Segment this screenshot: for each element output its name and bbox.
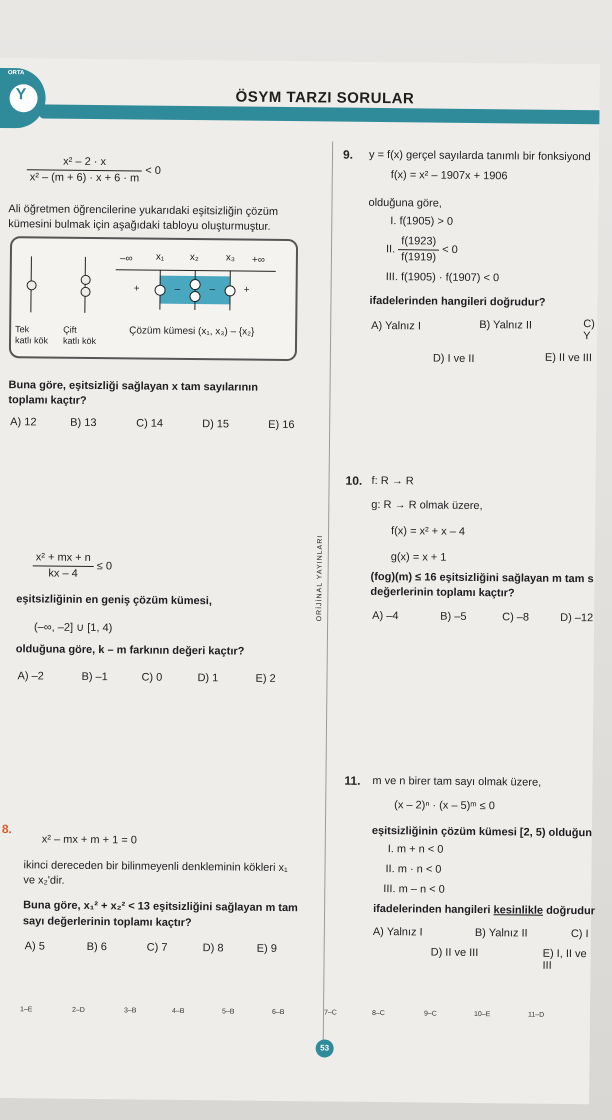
q9-ask: ifadelerinden hangileri doğrudur? bbox=[369, 294, 546, 309]
q7-opt-a[interactable]: A) –2 bbox=[17, 670, 44, 683]
col-neg-inf: –∞ bbox=[119, 253, 133, 265]
q10-l2: g: R → R olmak üzere, bbox=[371, 498, 483, 513]
answer-key-item: 6–B bbox=[271, 1008, 285, 1017]
q11-s3: III. m – n < 0 bbox=[383, 883, 445, 896]
q10-opt-b[interactable]: B) –5 bbox=[440, 610, 467, 623]
q8-opt-d[interactable]: D) 8 bbox=[202, 942, 224, 955]
q8-text-1: ikinci dereceden bir bilinmeyenli denkleminin kökleri x₁ bbox=[23, 859, 288, 875]
q10-opt-a[interactable]: A) –4 bbox=[372, 609, 399, 623]
q9-text-1: y = f(x) gerçel sayılarda tanımlı bir fonksiyond bbox=[368, 148, 591, 164]
q7-text-2: olduğuna göre, k – m farkının değeri kaçtır? bbox=[15, 643, 245, 658]
q10-opt-c[interactable]: C) –8 bbox=[502, 611, 530, 624]
answer-key-item: 3–B bbox=[123, 1007, 137, 1015]
x3-circle bbox=[225, 285, 236, 296]
col-pos-inf: +∞ bbox=[251, 254, 265, 266]
q6-opt-a[interactable]: A) 12 bbox=[10, 416, 37, 429]
q10-l6: değerlerinin toplamı kaçtır? bbox=[370, 585, 515, 600]
q7-rel: ≤ 0 bbox=[96, 560, 113, 573]
q9-opt-e[interactable]: E) II ve III bbox=[544, 351, 593, 365]
q11-opt-a[interactable]: A) Yalnız I bbox=[372, 925, 423, 939]
x1-circle bbox=[155, 285, 166, 296]
q9-func: f(x) = x² – 1907x + 1906 bbox=[390, 169, 508, 183]
q6-text-1: Buna göre, eşitsizliği sağlayan x tam sayılarının bbox=[8, 379, 259, 394]
q6-opt-e[interactable]: E) 16 bbox=[268, 418, 295, 432]
q10-l4: g(x) = x + 1 bbox=[390, 551, 447, 564]
q11-l2: (x – 2)ⁿ · (x – 5)ᵐ ≤ 0 bbox=[394, 799, 495, 813]
page-number-badge bbox=[316, 1039, 334, 1057]
q11-l1: m ve n birer tam sayı olmak üzere, bbox=[372, 774, 542, 789]
spine-text: ORİJİNAL YAYINLARI bbox=[316, 534, 325, 622]
q9-text-2: olduğuna göre, bbox=[368, 196, 442, 210]
intro-rel: < 0 bbox=[145, 164, 161, 177]
sign-3: – bbox=[209, 284, 216, 296]
q7-text-1: eşitsizliğinin en geniş çözüm kümesi, bbox=[16, 593, 212, 608]
q11-ask-key: kesinlikle bbox=[493, 904, 544, 917]
q6-opt-d[interactable]: D) 15 bbox=[202, 418, 230, 431]
q10-number: 10. bbox=[345, 473, 363, 488]
q8-opt-c[interactable]: C) 7 bbox=[146, 941, 168, 954]
q6-text-2: toplamı kaçtır? bbox=[8, 394, 87, 407]
q9-s2 bbox=[386, 234, 458, 265]
q8-opt-b[interactable]: B) 6 bbox=[86, 940, 107, 954]
single-root-legend bbox=[25, 256, 38, 312]
q10-l5: (fog)(m) ≤ 16 eşitsizliğini sağlayan m tam s bbox=[370, 570, 594, 586]
intro-frac-num: x² – 2 · x bbox=[27, 154, 143, 171]
answer-key-item: 10–E bbox=[473, 1011, 491, 1019]
answer-key-item: 1–E bbox=[19, 1006, 33, 1014]
q7-opt-c[interactable]: C) 0 bbox=[141, 671, 163, 684]
answer-key-item: 5–B bbox=[221, 1008, 235, 1016]
sign-2: – bbox=[174, 283, 181, 295]
col-x3: x₃ bbox=[225, 252, 236, 264]
publisher-logo bbox=[0, 68, 56, 139]
answer-key-item: 9–C bbox=[423, 1010, 437, 1018]
q8-text-4: sayı değerlerinin toplamı kaçtır? bbox=[22, 915, 192, 930]
q10-opt-d[interactable]: D) –12 bbox=[560, 611, 594, 625]
col-x2: x₂ bbox=[189, 252, 199, 264]
q11-s2: II. m · n < 0 bbox=[385, 863, 442, 876]
column-divider bbox=[323, 141, 334, 1051]
q11-ask-post: doğrudur bbox=[543, 904, 596, 918]
legend-single-label: Tek katlı kök bbox=[14, 324, 49, 346]
x2-circle-a bbox=[190, 279, 201, 290]
q7-opt-b[interactable]: B) –1 bbox=[81, 670, 108, 684]
q11-l3: eşitsizliğinin çözüm kümesi [2, 5) olduğun bbox=[371, 824, 593, 840]
q6-opt-c[interactable]: C) 14 bbox=[136, 417, 164, 430]
q11-opt-e[interactable]: E) I, II ve III bbox=[542, 947, 587, 972]
q10-l3: f(x) = x² + x – 4 bbox=[391, 525, 466, 538]
logo-text: ORTA bbox=[7, 70, 25, 77]
header-band bbox=[39, 104, 599, 124]
answer-key-item: 8–C bbox=[371, 1009, 385, 1018]
q9-opt-a[interactable]: A) Yalnız I bbox=[371, 319, 422, 333]
logo-y-icon: Y bbox=[15, 86, 27, 104]
q11-ask bbox=[373, 902, 595, 919]
q9-s2-den: f(1919) bbox=[401, 251, 437, 264]
q9-s2-label: II. bbox=[385, 243, 396, 256]
legend-double-label: Çift katlı kök bbox=[62, 324, 97, 346]
q9-opt-b[interactable]: B) Yalnız II bbox=[479, 319, 533, 332]
q11-number: 11. bbox=[344, 773, 361, 788]
q8-opt-e[interactable]: E) 9 bbox=[256, 942, 277, 955]
q9-s1: I. f(1905) > 0 bbox=[390, 215, 454, 228]
q7-frac-num: x² + mx + n bbox=[33, 550, 94, 566]
q8-text-3: Buna göre, x₁² + x₂² < 13 eşitsizliğini sağlayan m tam bbox=[23, 899, 298, 915]
q9-opt-c[interactable]: C) Y bbox=[583, 318, 595, 343]
q9-number: 9. bbox=[342, 147, 354, 162]
answer-key-item: 11–D bbox=[527, 1011, 545, 1019]
page-number: 53 bbox=[320, 1043, 330, 1053]
page-title: ÖSYM TARZI SORULAR bbox=[235, 88, 415, 108]
sign-1: + bbox=[133, 283, 140, 295]
q9-opt-d[interactable]: D) I ve II bbox=[432, 352, 475, 365]
intro-frac-den: x² – (m + 6) · x + 6 · m bbox=[29, 171, 140, 185]
workbook-page bbox=[0, 58, 600, 1104]
q10-l1: f: R → R bbox=[371, 474, 414, 488]
solution-label: Çözüm kümesi (x₁, x₃) – {x₂} bbox=[129, 325, 255, 338]
answer-key bbox=[20, 1006, 580, 1024]
q9-s2-rel: < 0 bbox=[442, 243, 458, 257]
q6-opt-b[interactable]: B) 13 bbox=[70, 416, 97, 430]
q7-opt-d[interactable]: D) 1 bbox=[197, 672, 219, 685]
q9-s2-num: f(1923) bbox=[398, 234, 439, 250]
x2-circle-b bbox=[189, 291, 200, 302]
sign-table-box bbox=[9, 236, 298, 361]
answer-key-item: 2–D bbox=[71, 1006, 85, 1014]
q8-opt-a[interactable]: A) 5 bbox=[24, 940, 45, 953]
q11-opt-c[interactable]: C) I bbox=[570, 928, 589, 941]
q7-interval: (–∞, –2] ∪ [1, 4) bbox=[33, 621, 113, 635]
q9-s3: III. f(1905) · f(1907) < 0 bbox=[385, 271, 500, 285]
intro-text-1: Ali öğretmen öğrencilerine yukarıdaki eşitsizliğin çözüm bbox=[8, 203, 279, 218]
col-x1: x₁ bbox=[155, 251, 165, 263]
q7-opt-e[interactable]: E) 2 bbox=[255, 672, 276, 685]
intro-text-2: kümesini bulmak için aşağıdaki tabloyu oluşturmuştur. bbox=[8, 218, 271, 233]
q11-s1: I. m + n < 0 bbox=[387, 843, 444, 856]
q11-ask-pre: ifadelerinden hangileri bbox=[373, 902, 494, 917]
q8-number: 8. bbox=[1, 822, 13, 837]
intro-inequality bbox=[27, 154, 161, 186]
q7-number bbox=[0, 562, 1, 576]
q11-opt-b[interactable]: B) Yalnız II bbox=[474, 927, 528, 940]
answer-key-item: 4–B bbox=[171, 1007, 185, 1015]
sign-4: + bbox=[243, 284, 250, 296]
q11-opt-d[interactable]: D) II ve III bbox=[430, 946, 479, 960]
q7-frac-den: kx – 4 bbox=[48, 567, 78, 580]
double-root-legend bbox=[79, 257, 92, 313]
q8-equation: x² – mx + m + 1 = 0 bbox=[41, 833, 137, 847]
q7-inequality bbox=[33, 550, 113, 582]
answer-key-item: 7–C bbox=[323, 1009, 337, 1017]
q8-text-2: ve x₂'dir. bbox=[23, 874, 65, 887]
